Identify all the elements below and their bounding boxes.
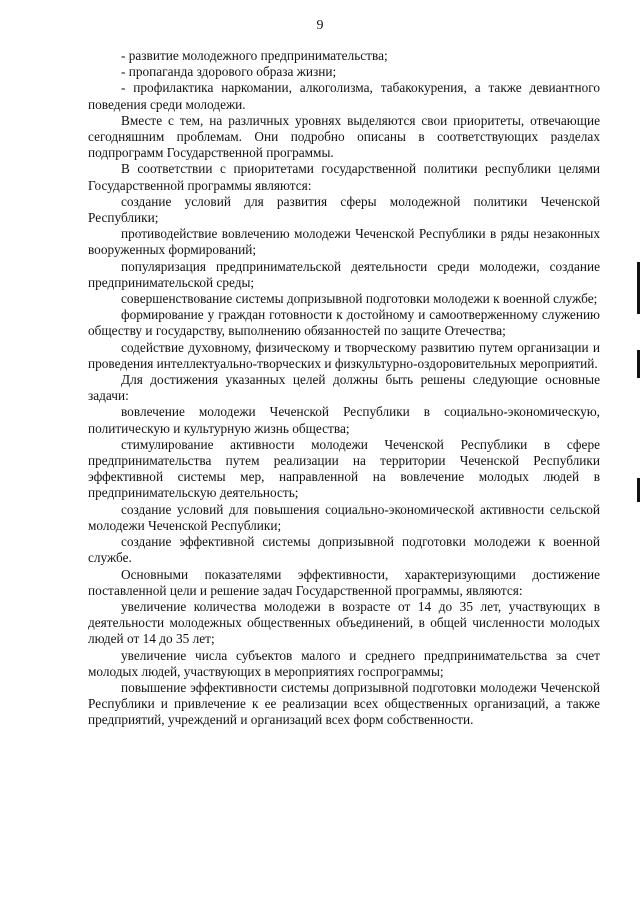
paragraph: повышение эффективности системы допризывной подготовки молодежи Чеченской Республики и привлечение к ее реализации всех общественных организаций, а также предприятий, учреждений и организаций всех форм собственности. xyxy=(88,679,600,728)
paragraph: - развитие молодежного предпринимательства; xyxy=(121,48,388,63)
paragraph: увеличение количества молодежи в возрасте от 14 до 35 лет, участвующих в деятельности молодежных общественных объединений, в общей численности молодых людей от 14 до 35 лет; xyxy=(88,598,600,647)
paragraph: совершенствование системы допризывной подготовки молодежи к военной службе; xyxy=(121,291,598,307)
page-number: 9 xyxy=(316,18,324,33)
paragraph: Для достижения указанных целей должны быть решены следующие основные задачи: xyxy=(88,372,600,404)
paragraph: стимулирование активности молодежи Чеченской Республики в сфере предпринимательства путем реализации на территории Чеченской Республики эффективной системы мер, направленной на вовлечение молодых людей в предпринимательскую деятельность; xyxy=(88,436,600,501)
paragraph: увеличение числа субъектов малого и среднего предпринимательства за счет молодых людей, участвующих в мероприятиях госпрограммы; xyxy=(88,647,600,679)
paragraph: - пропаганда здорового образа жизни; xyxy=(121,64,337,80)
paragraph: создание условий для развития сферы молодежной политики Чеченской Республики; xyxy=(88,193,600,226)
paragraph: В соответствии с приоритетами государственной политики республики целями Государственной программы являются: xyxy=(88,161,600,193)
document-body xyxy=(88,48,600,729)
paragraph: создание условий для повышения социально-экономической активности сельской молодежи Чеченской Республики; xyxy=(88,501,600,533)
paragraph: вовлечение молодежи Чеченской Республики в социально-экономическую, политическую и культурную жизнь общества; xyxy=(88,404,600,436)
paragraph: создание эффективной системы допризывной подготовки молодежи к военной службе. xyxy=(88,534,600,566)
paragraph: Вместе с тем, на различных уровнях выделяются свои приоритеты, отвечающие сегодняшним проблемам. Они подробно описаны в соответствующих разделах подпрограмм Государственной программы. xyxy=(88,112,600,161)
paragraph: Основными показателями эффективности, характеризующими достижение поставленной цели и решение задач Государственной программы, являются: xyxy=(88,566,600,598)
paragraph: популяризация предпринимательской деятельности среди молодежи, создание предпринимательской среды; xyxy=(88,258,600,290)
paragraph: содействие духовному, физическому и творческому развитию путем организации и проведения интеллектуально-творческих и физкультурно-оздоровительных мероприятий. xyxy=(88,339,600,371)
paragraph: противодействие вовлечению молодежи Чеченской Республики в ряды незаконных вооруженных формирований; xyxy=(88,226,600,258)
paragraph: формирование у граждан готовности к достойному и самоотверженному служению обществу и государству, выполнению обязанностей по защите Отечества; xyxy=(88,307,600,339)
paragraph: - профилактика наркомании, алкоголизма, табакокурения, а также девиантного поведения среди молодежи. xyxy=(88,80,600,112)
